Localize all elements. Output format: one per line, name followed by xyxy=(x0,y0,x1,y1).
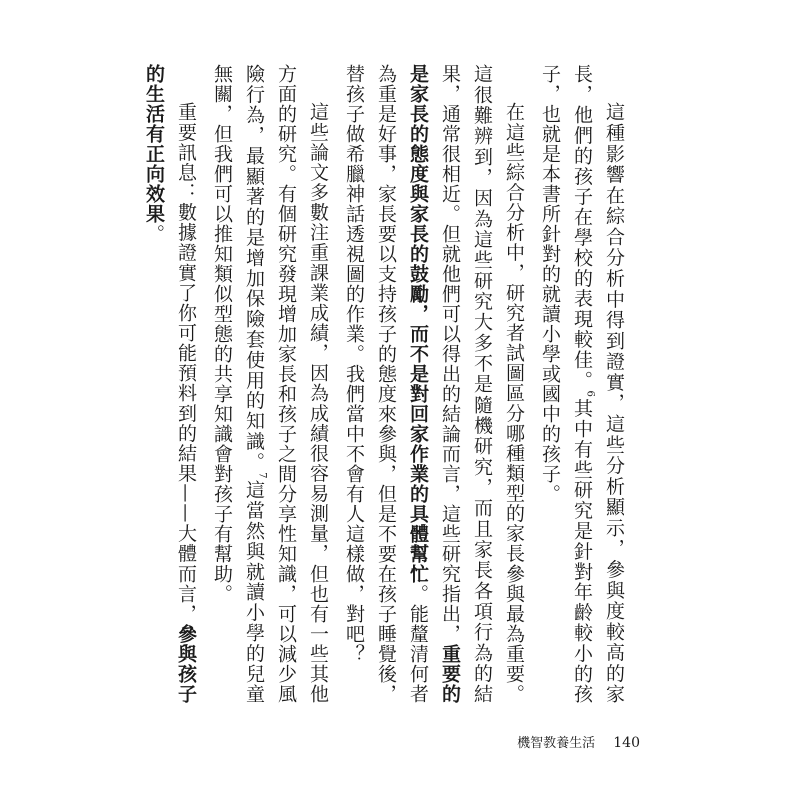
paragraph-4-text-b: 。 xyxy=(143,224,165,244)
paragraph-4-text-a: 重要訊息：數據證實了你可能預料到的結果——大體而言， xyxy=(175,102,197,624)
footnote-marker-6: 6 xyxy=(584,390,596,398)
paragraph-4 xyxy=(138,64,202,704)
paragraph-1-text-b: 其中有些研究是針對年齡較小的孩子，也就是本書所針對的就讀小學或國中的孩子。 xyxy=(539,64,593,705)
page-footer xyxy=(517,732,640,751)
paragraph-3 xyxy=(206,64,334,704)
paragraph-1 xyxy=(534,64,630,704)
paragraph-2-text-b: 。能釐清何者為重是好事，家長要以支持孩子的態度來參與，但是不要在孩子睡覺後，替孩子做希臘神話透視圖的作業。我們當中不會有人這樣做，對吧？ xyxy=(343,64,429,704)
paragraph-2-bold: 重要的是家長的態度與家長的鼓勵，而不是對回家作業的具體幫忙 xyxy=(407,64,461,704)
page-number: 140 xyxy=(613,735,640,751)
paragraph-1-text-a: 這種影響在綜合分析中得到證實，這些分析顯示，參與度較高的家長，他們的孩子在學校的表現較佳。 xyxy=(571,64,625,704)
footnote-marker-7: 7 xyxy=(256,472,268,480)
paragraph-2-text-a: 在這些綜合分析中，研究者試圖區分哪種類型的家長參與最為重要。這很難辨到，因為這些研究大多不是隨機研究，而且家長各項行為的結果，通常很相近。但就他們可以得出的結論而言，這些研究指出， xyxy=(439,64,525,704)
paragraph-3-text-b: 這當然與就讀小學的兒童無關，但我們可以推知類似型態的共享知識會對孩子有幫助。 xyxy=(211,64,265,705)
body-text xyxy=(138,64,630,704)
book-title: 機智教養生活 xyxy=(517,736,596,751)
paragraph-2 xyxy=(338,64,530,704)
paragraph-4-bold: 參與孩子的生活有正向效果 xyxy=(143,64,197,705)
paragraph-3-text-a: 這些論文多數注重課業成績，因為成績很容易測量，但也有一些其他方面的研究。有個研究發現增加家長和孩子之間分享性知識，可以減少風險行為，最顯著的是增加保險套使用的知識。 xyxy=(243,64,329,704)
